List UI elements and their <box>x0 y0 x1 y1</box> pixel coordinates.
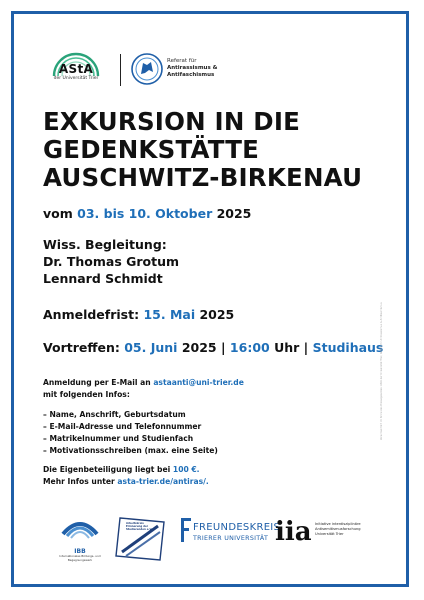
more-info-line <box>43 476 343 488</box>
meeting-line <box>43 340 383 355</box>
registration-info <box>43 377 343 488</box>
deadline-date: 15. Mai <box>143 307 196 322</box>
arbeitskreis-logo <box>114 514 170 562</box>
date-year: 2025 <box>216 206 252 221</box>
page-title <box>43 108 373 192</box>
meeting-label: Vortreffen: <box>43 340 120 355</box>
registration-item: – Motivationsschreiben (max. eine Seite) <box>43 446 218 455</box>
title-line1: EXKURSION IN DIE <box>43 107 301 136</box>
meeting-date: 05. Juni <box>124 340 178 355</box>
registration-intro <box>43 377 343 389</box>
meeting-separator-1: | <box>220 340 226 355</box>
referat-line1: Referat für <box>167 58 197 64</box>
title-line3: AUSCHWITZ-BIRKENAU <box>43 163 363 192</box>
fee-amount: 100 €. <box>172 465 200 474</box>
meeting-separator-2: | <box>303 340 309 355</box>
ibb-subtitle: Internationales Bildungs- und Begegnungswerk <box>59 554 101 562</box>
freundeskreis-icon <box>179 518 191 542</box>
fee-text: Die Eigenbeteiligung liegt bei <box>43 465 171 474</box>
deadline-label: Anmeldefrist: <box>43 307 140 322</box>
asta-subtitle: der Universität Trier <box>53 76 99 81</box>
ibb-name: IBB <box>74 548 86 555</box>
iia-line1: Initiative interdisziplinäre <box>315 522 361 526</box>
ibb-emblem-icon <box>55 514 105 544</box>
more-info-link[interactable]: asta-trier.de/antiras/. <box>117 477 209 486</box>
registration-intro-2: mit folgenden Infos: <box>43 390 130 399</box>
referat-logo <box>130 52 164 86</box>
partner-logos <box>55 514 365 564</box>
registration-intro-text: Anmeldung per E-Mail an <box>43 378 151 387</box>
date-prefix: vom <box>43 206 73 221</box>
meeting-time: 16:00 <box>229 340 270 355</box>
iia-line2: Antisemitismusforschung <box>315 527 361 532</box>
registration-item: – Matrikelnummer und Studienfach <box>43 434 194 443</box>
more-info-text: Mehr Infos unter <box>43 477 115 486</box>
registration-item: – E-Mail-Adresse und Telefonnummer <box>43 422 202 431</box>
side-legal-note: Verantwortlich im Sinne des Pressegesetzes: AStA der Universität Trier, Referat für Antirassismus & Antifaschismus <box>380 302 383 440</box>
guidance-block <box>43 236 179 287</box>
freundeskreis-line2: TRIERER UNIVERSITÄT <box>193 535 269 542</box>
meeting-place: Studihaus <box>312 340 384 355</box>
iia-logo <box>275 518 367 558</box>
meeting-year: 2025 <box>181 340 217 355</box>
title-line2: GEDENKSTÄTTE <box>43 135 260 164</box>
guidance-label: Wiss. Begleitung: <box>43 237 167 252</box>
referat-line2: Antirassismus & <box>167 65 218 71</box>
iia-line3: Universität Trier <box>315 532 344 537</box>
asta-name: AStA <box>58 62 94 76</box>
registration-item: – Name, Anschrift, Geburtsdatum <box>43 410 186 419</box>
meeting-time-unit: Uhr <box>274 340 300 355</box>
guidance-person-2: Lennard Schmidt <box>43 271 163 286</box>
referat-line3: Antifaschismus <box>167 72 215 78</box>
arbeitskreis-name: Arbeitskreis Erinnerung der Studierenden e.V. <box>126 522 153 532</box>
referat-text <box>167 58 247 79</box>
fee-line <box>43 464 343 476</box>
date-range: 03. bis 10. Oktober <box>77 206 213 221</box>
freundeskreis-logo <box>179 516 281 556</box>
logo-separator <box>120 54 121 86</box>
iia-text <box>315 522 361 538</box>
header-logos <box>46 46 246 96</box>
iia-mark: iia <box>275 517 312 547</box>
date-line <box>43 206 251 221</box>
registration-email-link[interactable]: astaanti@uni-trier.de <box>153 378 244 387</box>
freundeskreis-line1: FREUNDESKREIS <box>193 522 281 533</box>
ibb-logo <box>55 514 105 560</box>
page-border <box>11 11 409 587</box>
deadline-year: 2025 <box>199 307 235 322</box>
deadline-line <box>43 307 234 322</box>
guidance-person-1: Dr. Thomas Grotum <box>43 254 180 269</box>
